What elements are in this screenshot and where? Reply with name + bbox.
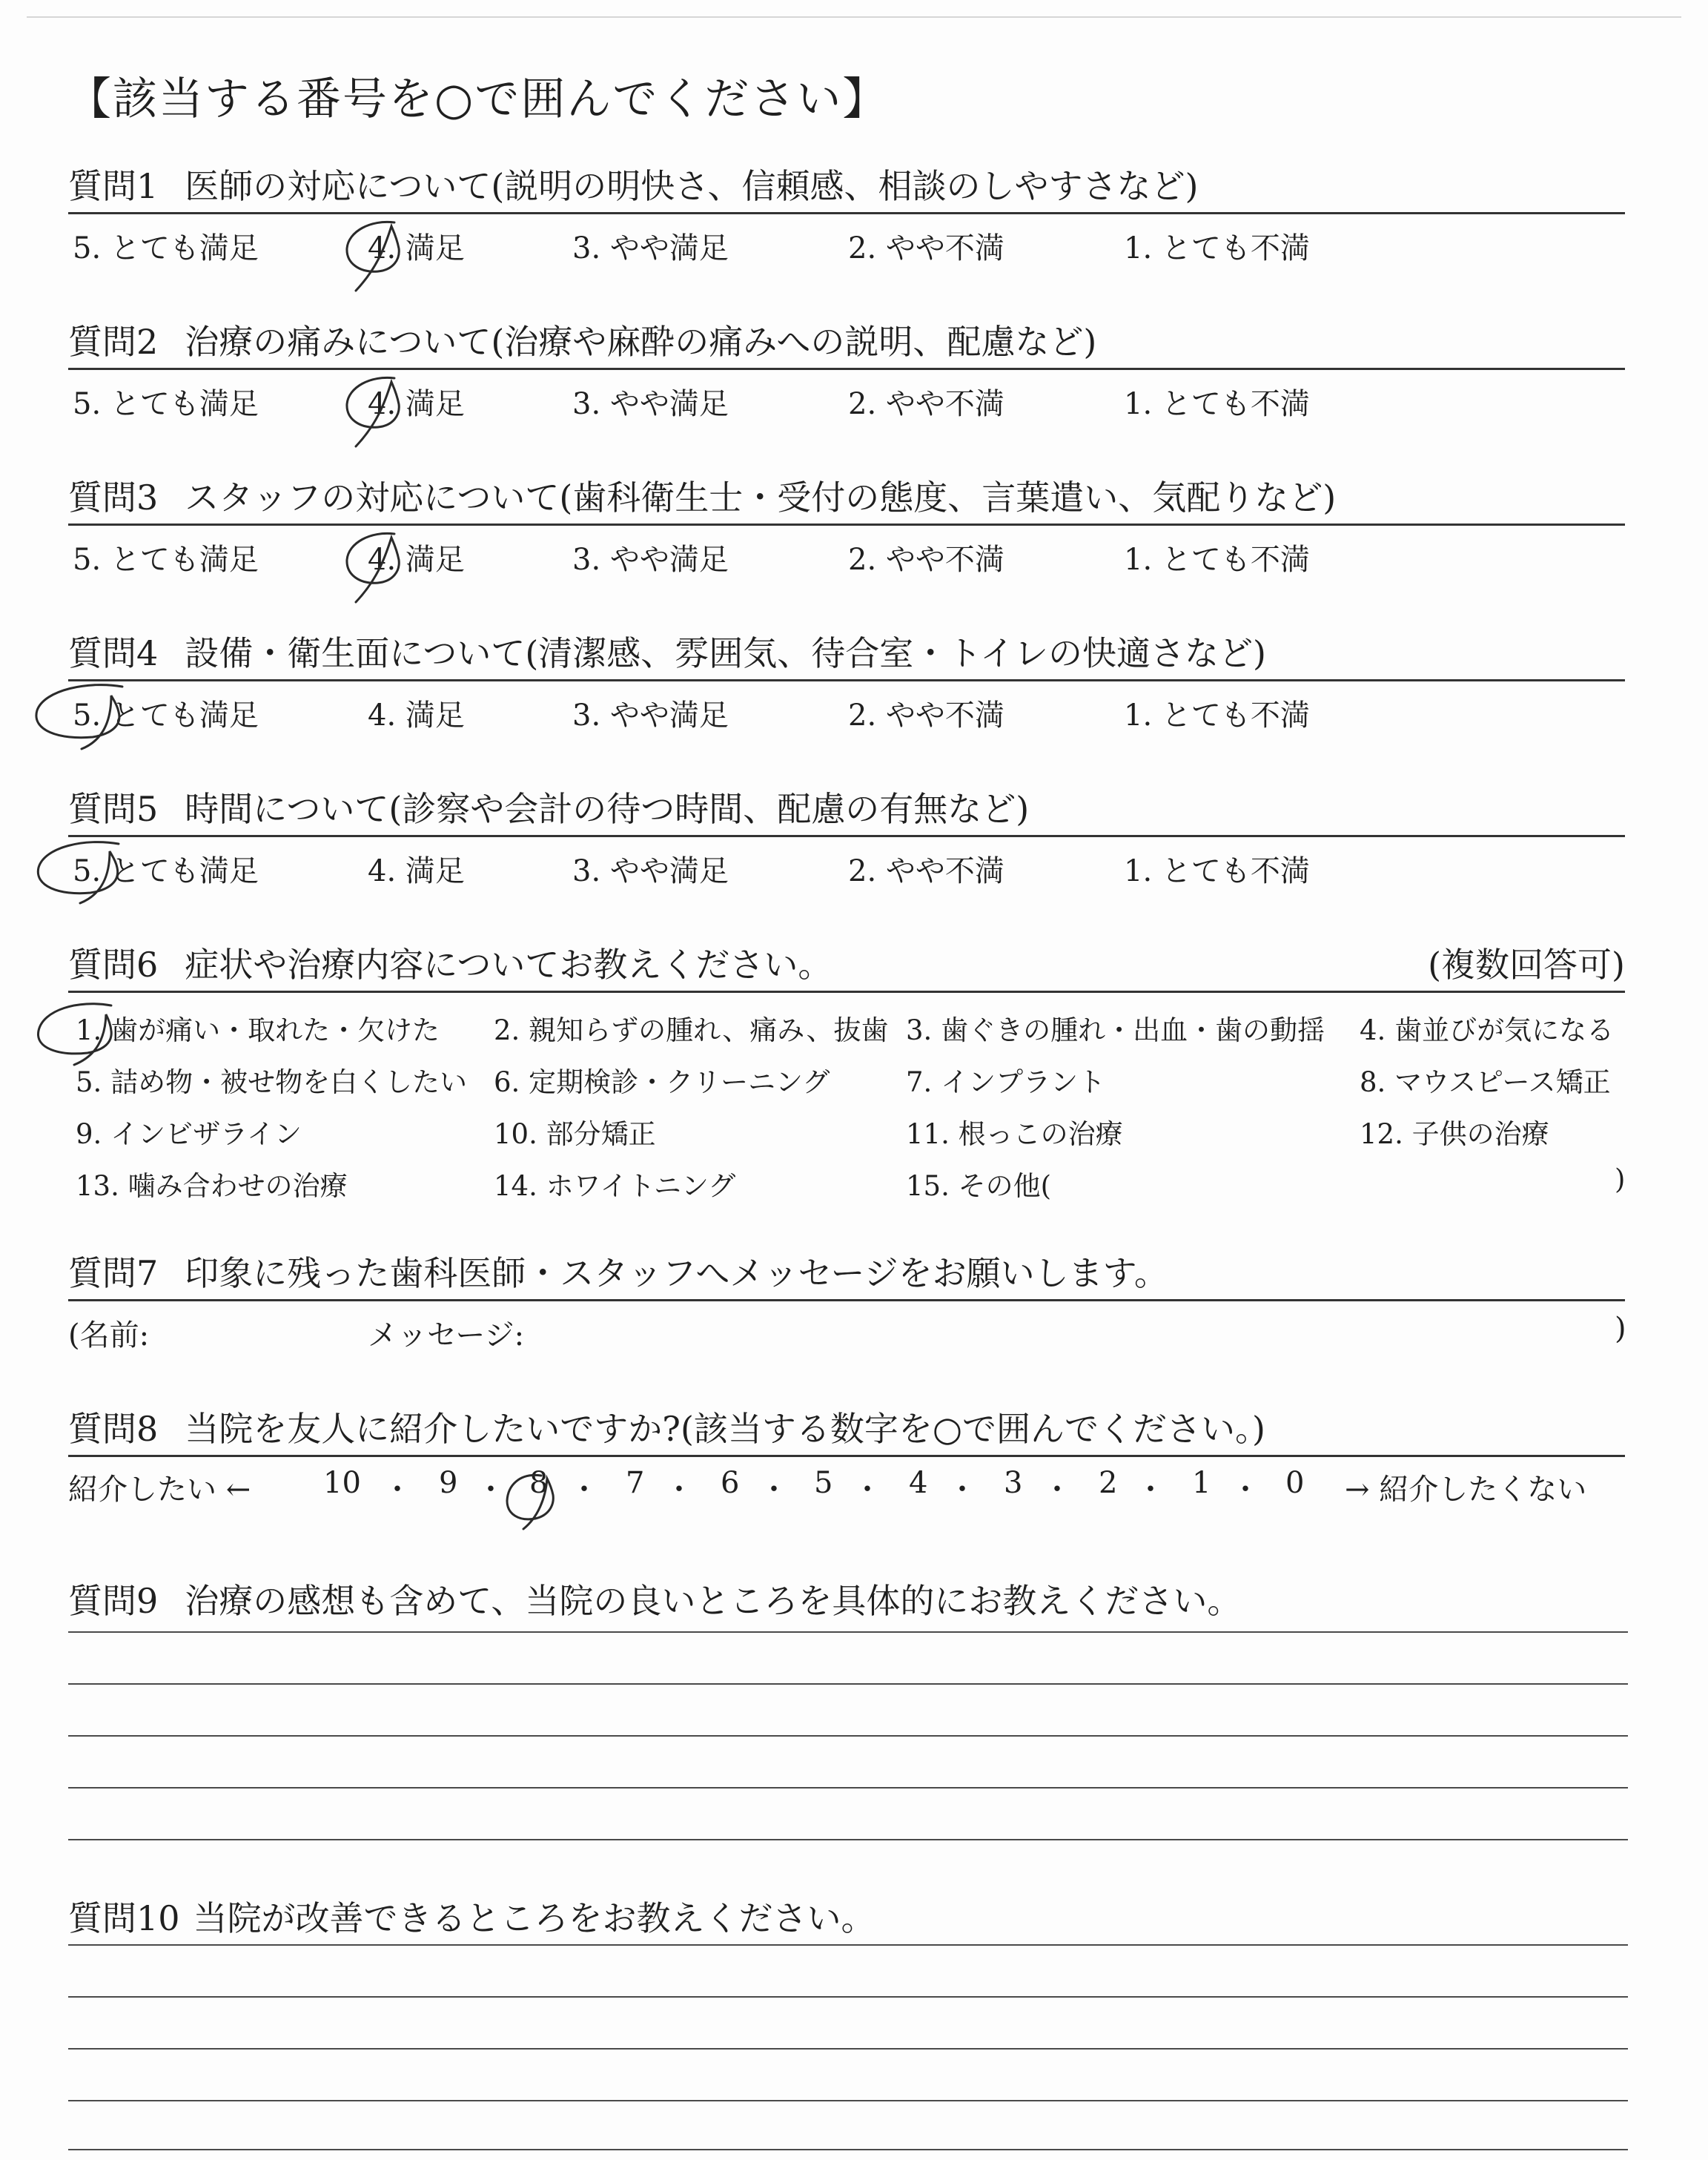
question-7-label: 質問7	[68, 1253, 159, 1293]
question-9-label: 質問9	[68, 1581, 159, 1621]
q3-option-4[interactable]: 4. 満足	[368, 543, 465, 577]
question-7-title	[68, 1252, 1625, 1295]
q5-option-3[interactable]: 3. やや満足	[572, 854, 729, 888]
q1-option-1[interactable]: 1. とても不満	[1124, 231, 1310, 265]
q2-option-3[interactable]: 3. やや満足	[572, 387, 729, 421]
scale-8[interactable]: 8	[529, 1466, 549, 1500]
q6-option-11[interactable]: 11. 根っこの治療	[906, 1118, 1123, 1150]
q2-option-4[interactable]: 4. 満足	[368, 387, 465, 421]
q6-option-13[interactable]: 13. 噛み合わせの治療	[76, 1170, 348, 1202]
scale-dot: ・	[853, 1473, 882, 1507]
q3-option-1[interactable]: 1. とても不満	[1124, 543, 1310, 577]
question-3-text: スタッフの対応について(歯科衛生士・受付の態度、言葉遣い、気配りなど)	[185, 478, 1337, 518]
q3-option-3[interactable]: 3. やや満足	[572, 543, 729, 577]
scale-dot: ・	[1231, 1473, 1260, 1507]
question-9	[68, 1579, 1625, 1622]
q6-option-6[interactable]: 6. 定期検診・クリーニング	[494, 1066, 830, 1098]
question-6-text: 症状や治療内容についてお教えください。	[185, 945, 833, 985]
question-7-fields	[68, 1301, 1625, 1353]
question-2-text: 治療の痛みについて(治療や麻酔の痛みへの説明、配慮など)	[185, 322, 1097, 362]
question-3-title	[68, 476, 1625, 519]
q6-option-14[interactable]: 14. ホワイトニング	[494, 1170, 736, 1202]
scale-dot: ・	[664, 1473, 694, 1507]
q6-option-12[interactable]: 12. 子供の治療	[1360, 1118, 1549, 1150]
q10-answer-line[interactable]	[68, 2149, 1628, 2150]
q5-option-5[interactable]: 5. とても満足	[73, 854, 259, 888]
q4-option-2[interactable]: 2. やや不満	[848, 698, 1004, 733]
q2-option-1[interactable]: 1. とても不満	[1124, 387, 1310, 421]
question-2-options	[68, 370, 1625, 422]
question-2-label: 質問2	[68, 322, 159, 362]
scale-9[interactable]: 9	[439, 1466, 458, 1500]
scale-4[interactable]: 4	[909, 1466, 928, 1500]
q1-option-5[interactable]: 5. とても満足	[73, 231, 259, 265]
q6-other-close-paren: )	[1615, 1163, 1626, 1195]
question-4-title	[68, 632, 1625, 675]
scale-dot: ・	[383, 1473, 412, 1507]
scale-5[interactable]: 5	[814, 1466, 833, 1500]
q4-option-4[interactable]: 4. 満足	[368, 698, 465, 733]
question-1	[68, 165, 1625, 266]
question-1-label: 質問1	[68, 166, 159, 206]
scale-dot: ・	[569, 1473, 599, 1507]
q9-answer-line[interactable]	[68, 1683, 1628, 1685]
scale-0[interactable]: 0	[1285, 1466, 1305, 1500]
scale-dot: ・	[1136, 1473, 1165, 1507]
page-top-edge	[27, 16, 1681, 18]
question-6-options	[68, 993, 1625, 1200]
q3-option-5[interactable]: 5. とても満足	[73, 543, 259, 577]
recommend-scale	[68, 1457, 1625, 1509]
q10-answer-line[interactable]	[68, 1996, 1628, 1998]
scale-7[interactable]: 7	[626, 1466, 645, 1500]
multiple-answers-note: (複数回答可)	[1428, 945, 1625, 985]
question-5-label: 質問5	[68, 789, 159, 829]
q1-option-3[interactable]: 3. やや満足	[572, 231, 729, 265]
question-8-title	[68, 1407, 1625, 1450]
scale-dot: ・	[1042, 1473, 1072, 1507]
q10-answer-line[interactable]	[68, 2100, 1628, 2101]
scale-1[interactable]: 1	[1192, 1466, 1211, 1500]
question-4-text: 設備・衛生面について(清潔感、雰囲気、待合室・トイレの快適さなど)	[185, 633, 1266, 673]
question-4	[68, 632, 1625, 733]
q4-option-3[interactable]: 3. やや満足	[572, 698, 729, 733]
q6-option-7[interactable]: 7. インプラント	[906, 1066, 1106, 1098]
q4-option-5[interactable]: 5. とても満足	[73, 698, 259, 733]
q5-option-2[interactable]: 2. やや不満	[848, 854, 1004, 888]
question-6-label: 質問6	[68, 945, 159, 985]
q10-answer-line[interactable]	[68, 1944, 1628, 1946]
q7-close-paren: )	[1615, 1312, 1626, 1346]
question-6-title	[68, 943, 1625, 986]
q1-option-2[interactable]: 2. やや不満	[848, 231, 1004, 265]
scale-dot: ・	[476, 1473, 506, 1507]
scale-dot: ・	[759, 1473, 789, 1507]
question-7-text: 印象に残った歯科医師・スタッフへメッセージをお願いします。	[185, 1253, 1168, 1293]
form-instruction-header: 【該当する番号を○で囲んでください】	[67, 73, 889, 125]
question-10-title	[68, 1897, 1625, 1940]
name-field-label[interactable]: (名前:	[68, 1318, 150, 1353]
scale-3[interactable]: 3	[1004, 1466, 1023, 1500]
q5-option-1[interactable]: 1. とても不満	[1124, 854, 1310, 888]
q2-option-2[interactable]: 2. やや不満	[848, 387, 1004, 421]
question-4-options	[68, 681, 1625, 733]
q3-option-2[interactable]: 2. やや不満	[848, 543, 1004, 577]
message-field-label[interactable]: メッセージ:	[368, 1318, 525, 1353]
q6-option-9[interactable]: 9. インビザライン	[76, 1118, 302, 1150]
question-10-text: 当院が改善できるところをお教えください。	[193, 1898, 875, 1938]
question-5	[68, 787, 1625, 889]
question-2	[68, 320, 1625, 422]
q5-option-4[interactable]: 4. 満足	[368, 854, 465, 888]
question-1-text: 医師の対応について(説明の明快さ、信頼感、相談のしやすさなど)	[185, 166, 1199, 206]
question-8	[68, 1407, 1625, 1509]
scale-6[interactable]: 6	[721, 1466, 740, 1500]
q4-option-1[interactable]: 1. とても不満	[1124, 698, 1310, 733]
question-3-label: 質問3	[68, 478, 159, 518]
recommend-left-label: 紹介したい ←	[68, 1473, 251, 1507]
q6-option-3[interactable]: 3. 歯ぐきの腫れ・出血・歯の動揺	[906, 1014, 1325, 1046]
q6-option-10[interactable]: 10. 部分矯正	[494, 1118, 656, 1150]
scale-2[interactable]: 2	[1099, 1466, 1118, 1500]
question-4-label: 質問4	[68, 633, 159, 673]
q2-option-5[interactable]: 5. とても満足	[73, 387, 259, 421]
q6-option-8[interactable]: 8. マウスピース矯正	[1360, 1066, 1611, 1098]
scale-10[interactable]: 10	[323, 1466, 361, 1500]
question-5-title	[68, 787, 1625, 830]
recommend-right-label: → 紹介したくない	[1345, 1473, 1587, 1507]
question-3-options	[68, 526, 1625, 578]
q6-option-2[interactable]: 2. 親知らずの腫れ、痛み、抜歯	[494, 1014, 889, 1046]
question-1-title	[68, 165, 1625, 208]
question-5-options	[68, 837, 1625, 889]
q6-option-1[interactable]: 1. 歯が痛い・取れた・欠けた	[76, 1014, 440, 1046]
question-2-title	[68, 320, 1625, 363]
q10-answer-line[interactable]	[68, 2048, 1628, 2050]
q6-option-4[interactable]: 4. 歯並びが気になる	[1360, 1014, 1615, 1046]
question-7	[68, 1252, 1625, 1353]
question-3	[68, 476, 1625, 578]
question-9-title	[68, 1579, 1625, 1622]
q9-answer-line[interactable]	[68, 1735, 1628, 1737]
question-1-options	[68, 214, 1625, 266]
question-9-text: 治療の感想も含めて、当院の良いところを具体的にお教えください。	[185, 1581, 1242, 1621]
question-8-text: 当院を友人に紹介したいですか?(該当する数字を○で囲んでください。)	[185, 1409, 1265, 1449]
question-5-text: 時間について(診察や会計の待つ時間、配慮の有無など)	[185, 789, 1030, 829]
question-8-label: 質問8	[68, 1409, 159, 1449]
q9-answer-line[interactable]	[68, 1787, 1628, 1789]
q6-option-15[interactable]: 15. その他(	[906, 1170, 1052, 1202]
question-10-label: 質問10	[68, 1898, 180, 1938]
q9-answer-line[interactable]	[68, 1839, 1628, 1840]
q1-option-4[interactable]: 4. 満足	[368, 231, 465, 265]
question-6	[68, 943, 1625, 1200]
scale-dot: ・	[947, 1473, 977, 1507]
q9-answer-line[interactable]	[68, 1631, 1628, 1633]
q6-option-5[interactable]: 5. 詰め物・被せ物を白くしたい	[76, 1066, 468, 1098]
question-10	[68, 1897, 1625, 1940]
